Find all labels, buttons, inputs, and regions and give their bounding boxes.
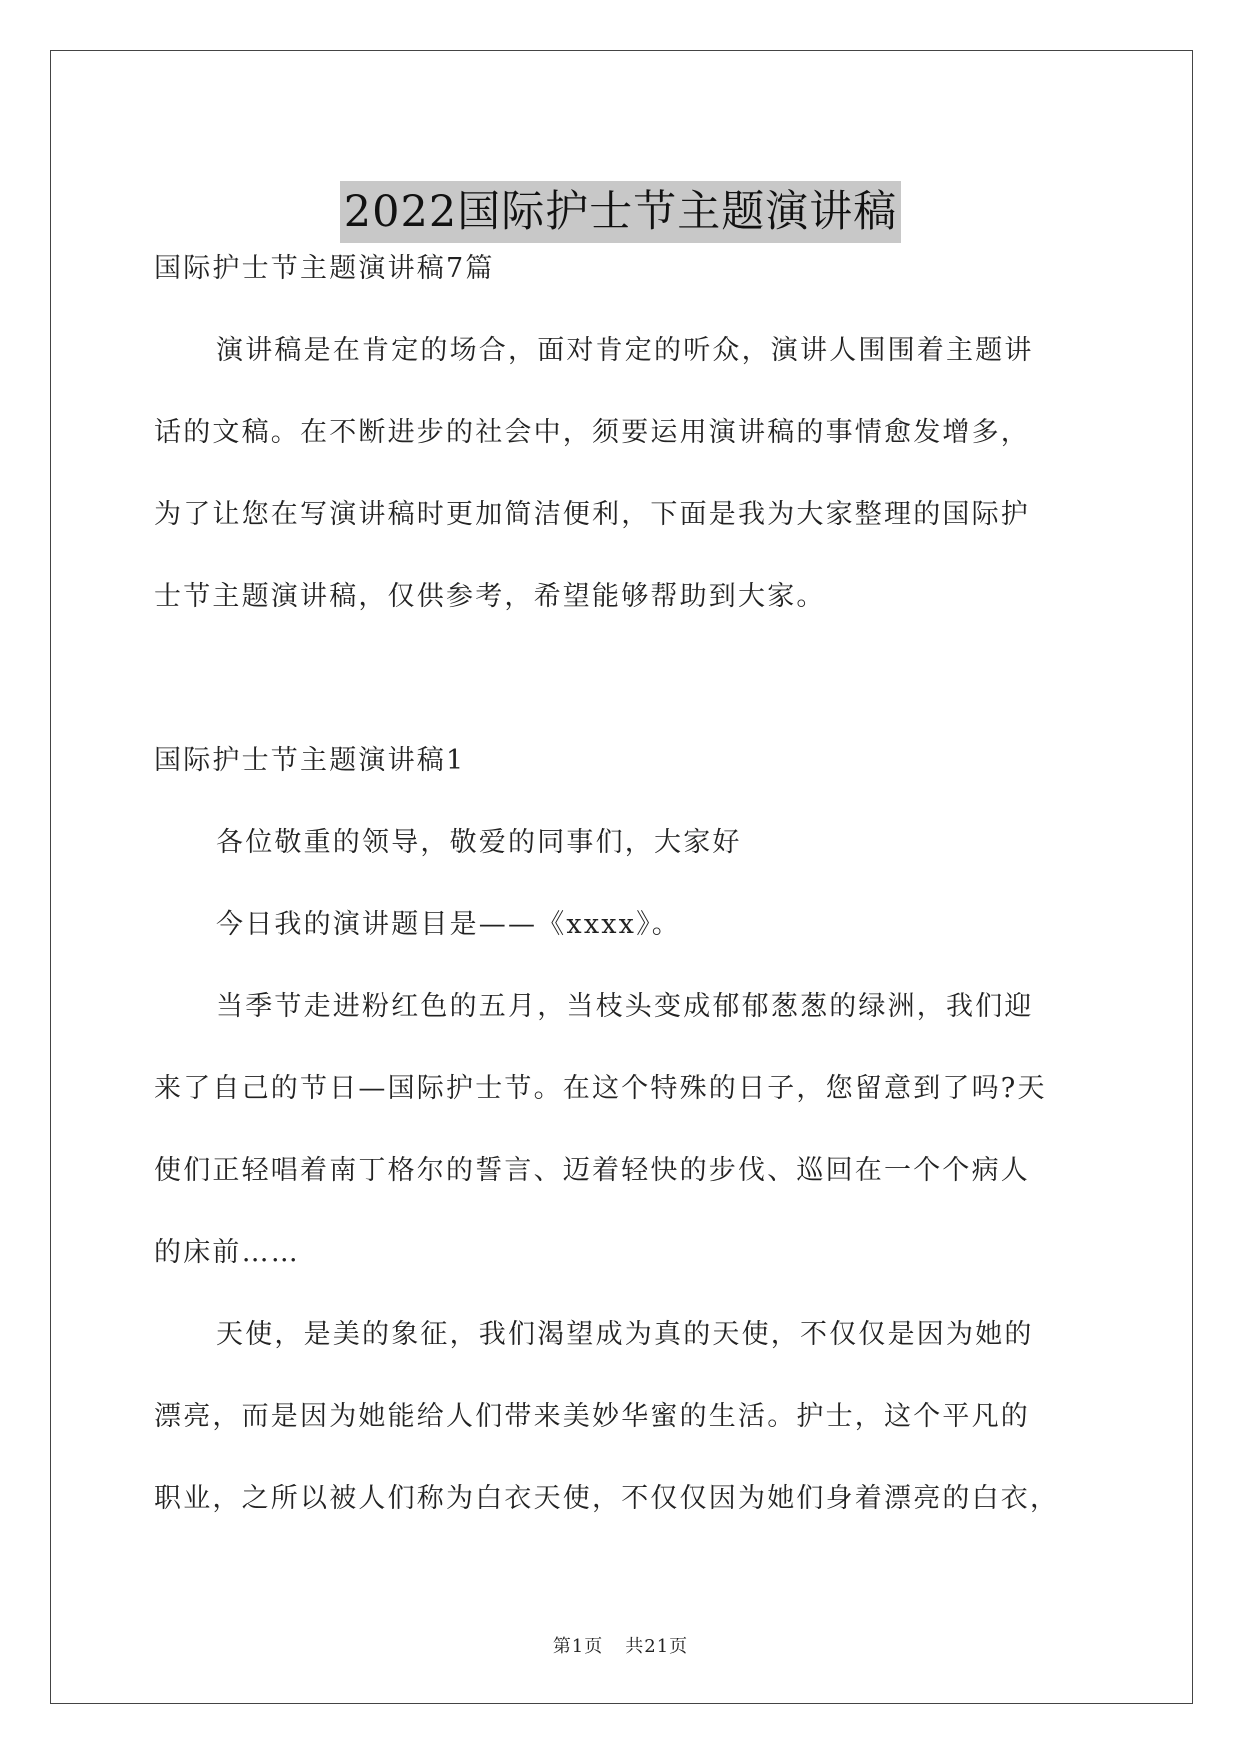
paragraph-line: 天使，是美的象征，我们渴望成为真的天使，不仅仅是因为她的 [216,1319,1034,1350]
paragraph-line: 漂亮，而是因为她能给人们带来美妙华蜜的生活。护士，这个平凡的 [154,1401,1030,1432]
paragraph-line: 演讲稿是在肯定的场合，面对肯定的听众，演讲人围围着主题讲 [216,335,1034,366]
document-title: 2022国际护士节主题演讲稿 [340,181,901,243]
paragraph-line: 士节主题演讲稿，仅供参考，希望能够帮助到大家。 [154,581,826,612]
document-body [154,228,1094,1540]
page-number: 第1页 [552,1636,604,1657]
paragraph-line: 当季节走进粉红色的五月，当枝头变成郁郁葱葱的绿洲，我们迎 [216,991,1034,1022]
paragraph-line: 的床前…… [154,1237,300,1268]
paragraph-line: 话的文稿。在不断进步的社会中，须要运用演讲稿的事情愈发增多， [154,417,1030,448]
paragraph-line: 使们正轻唱着南丁格尔的誓言、迈着轻快的步伐、巡回在一个个病人 [154,1155,1030,1186]
paragraph-line: 为了让您在写演讲稿时更加简洁便利，下面是我为大家整理的国际护 [154,499,1030,530]
paragraph-line: 今日我的演讲题目是——《xxxx》。 [216,909,682,940]
paragraph-line: 职业，之所以被人们称为白衣天使，不仅仅因为她们身着漂亮的白衣， [154,1483,1060,1514]
page-footer [0,1632,1241,1658]
paragraph-line: 各位敬重的领导，敬爱的同事们，大家好 [216,827,742,858]
paragraph-line: 来了自己的节日—国际护士节。在这个特殊的日子，您留意到了吗?天 [154,1073,1047,1104]
page-total: 共21页 [625,1636,689,1657]
subtitle-line: 国际护士节主题演讲稿7篇 [154,253,495,284]
section-heading: 国际护士节主题演讲稿1 [154,745,466,776]
blank-line [154,638,1094,720]
